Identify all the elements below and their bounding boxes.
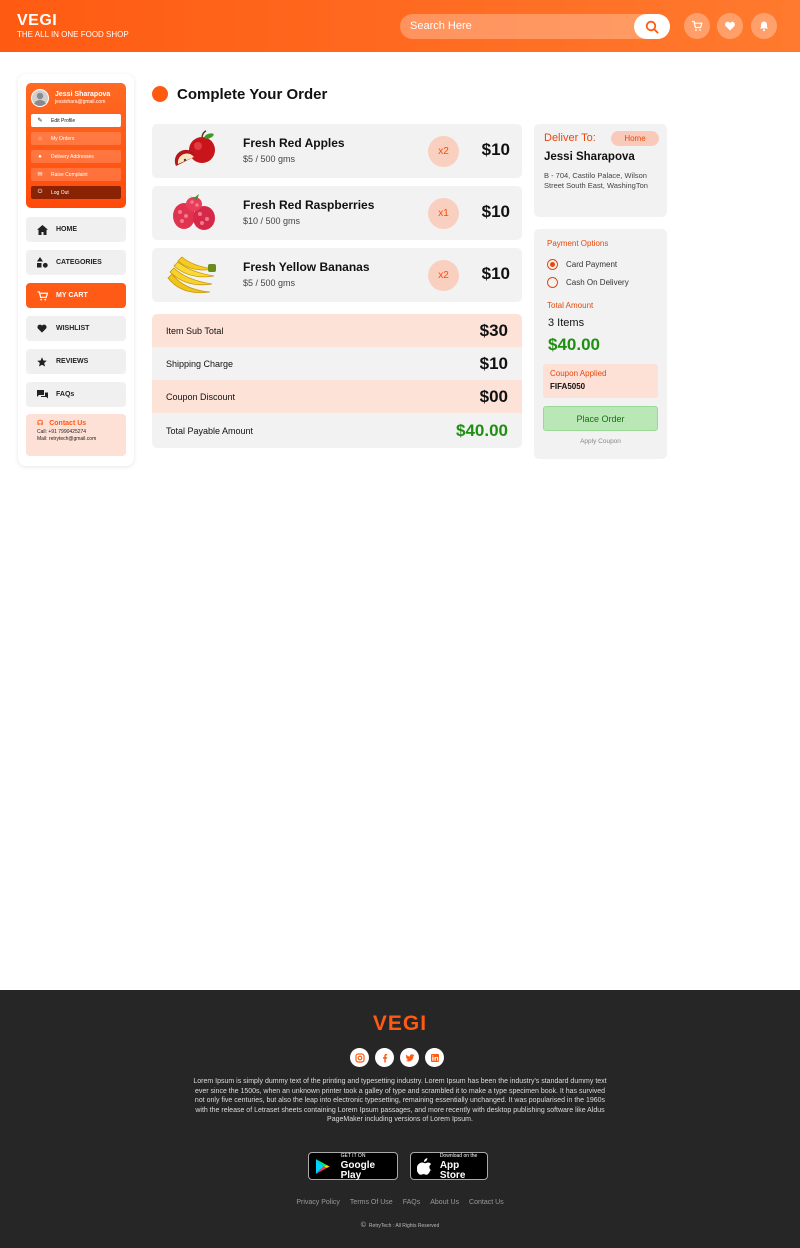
profile-menu-raise-complaint[interactable] xyxy=(31,168,121,181)
profile-menu-log-out[interactable] xyxy=(31,186,121,199)
twitter-icon[interactable] xyxy=(400,1048,419,1067)
footer-link-contact-us[interactable]: Contact Us xyxy=(469,1199,504,1206)
copyright-text: RetryTech : All Rights Reserved xyxy=(368,1222,440,1229)
bell-icon xyxy=(758,20,770,32)
title-dot xyxy=(152,86,168,102)
search-icon xyxy=(645,20,659,34)
apply-coupon-link[interactable]: Apply Coupon xyxy=(580,438,621,445)
footer-description: Lorem Ipsum is simply dummy text of the printing and typesetting industry. Lorem Ipsum has been the industry's standard dummy text ever since the 1500s, when an unknown printer took a galley of type and scrambled it to make a type specimen book. It has survived not only five centuries, but also the leap into electronic typesetting, remaining essentially unchanged. It was popularised in the 1960s with the release of Letraset sheets containing Lorem Ipsum passages, and more recently with desktop publishing software like Aldus PageMaker including versions of Lorem Ipsum. xyxy=(193,1078,607,1123)
delivery-name: Jessi Sharapova xyxy=(544,151,635,163)
categories-icon xyxy=(36,257,48,268)
nav-item-label: FAQs xyxy=(56,391,75,398)
payment-card xyxy=(534,229,667,459)
nav-item-label: WISHLIST xyxy=(56,325,90,332)
profile-menu-my-orders[interactable] xyxy=(31,132,121,145)
google-play-icon xyxy=(315,1158,331,1175)
profile-menu-label: Log Out xyxy=(51,189,69,196)
summary-value: $10 xyxy=(479,353,508,373)
contact-card xyxy=(26,414,126,456)
nav-item-faqs[interactable] xyxy=(26,382,126,407)
cart-icon xyxy=(36,291,48,301)
summary-total-value: $40.00 xyxy=(456,420,508,440)
footer-link-terms-of-use[interactable]: Terms Of Use xyxy=(349,1199,393,1206)
profile-menu-edit-profile[interactable] xyxy=(31,114,121,127)
power-icon: ⏻ xyxy=(37,189,43,195)
cart-button[interactable] xyxy=(684,13,710,39)
page-title: Complete Your Order xyxy=(177,86,328,103)
profile-menu-delivery-addresses[interactable] xyxy=(31,150,121,163)
google-play-button[interactable] xyxy=(308,1152,398,1180)
coupon-applied-box xyxy=(543,364,658,398)
avatar[interactable] xyxy=(31,89,49,107)
nav-item-label: REVIEWS xyxy=(56,358,89,365)
complaint-icon: ✉ xyxy=(37,172,43,178)
search-placeholder: Search Here xyxy=(410,20,472,32)
apple-image xyxy=(162,130,228,172)
item-name: Fresh Red Raspberries xyxy=(243,198,375,212)
card-payment-radio[interactable] xyxy=(547,259,558,270)
contact-title-row xyxy=(37,419,121,427)
profile-menu-label: Raise Complaint xyxy=(51,171,88,178)
payment-options-title: Payment Options xyxy=(547,239,609,248)
summary-value: $00 xyxy=(479,386,508,406)
coupon-title: Coupon Applied xyxy=(550,369,607,378)
brand-logo[interactable]: VEGI xyxy=(17,12,58,29)
contact-phone: Call: +91 7990425274 xyxy=(37,429,87,435)
footer-link-about-us[interactable]: About Us xyxy=(430,1199,460,1206)
google-play-text xyxy=(341,1151,397,1181)
facebook-icon[interactable] xyxy=(375,1048,394,1067)
cart-item xyxy=(152,248,522,302)
nav-item-reviews[interactable] xyxy=(26,349,126,374)
cash-on-delivery-radio[interactable] xyxy=(547,277,558,288)
location-pin-icon: ● xyxy=(38,153,42,160)
app-store-button[interactable] xyxy=(410,1152,488,1180)
profile-menu-label: My Orders xyxy=(51,135,75,142)
items-count: 3 Items xyxy=(548,317,585,329)
summary-label: Total Payable Amount xyxy=(166,425,254,436)
card-payment-label[interactable]: Card Payment xyxy=(566,260,618,269)
instagram-icon[interactable] xyxy=(350,1048,369,1067)
copyright-icon: © xyxy=(360,1222,366,1229)
apple-icon xyxy=(417,1158,432,1175)
social-links xyxy=(350,1048,444,1067)
total-amount-title: Total Amount xyxy=(547,301,594,310)
total-amount-value: $40.00 xyxy=(548,335,600,354)
search-button[interactable] xyxy=(634,14,670,39)
footer-links xyxy=(0,1199,800,1206)
item-price: $10 xyxy=(481,140,510,159)
profile-name: Jessi Sharapova xyxy=(55,91,111,98)
contact-email: Mail: retrytech@gmail.com xyxy=(37,436,97,442)
footer-link-faqs[interactable]: FAQs xyxy=(402,1199,421,1206)
footer xyxy=(0,990,800,1248)
item-quantity[interactable]: x2 xyxy=(428,136,459,167)
headset-icon: ☊ xyxy=(37,420,44,427)
star-icon xyxy=(36,357,48,367)
cart-item xyxy=(152,124,522,178)
chat-icon xyxy=(36,390,48,400)
nav-item-label: MY CART xyxy=(56,292,88,299)
item-price: $10 xyxy=(481,202,510,221)
basket-icon: ⌂ xyxy=(38,135,42,142)
google-play-big-text: Google Play xyxy=(340,1160,376,1181)
item-quantity[interactable]: x1 xyxy=(428,198,459,229)
address-type-badge[interactable]: Home xyxy=(611,131,659,146)
copyright xyxy=(0,1222,800,1229)
contact-title: Contact Us xyxy=(49,419,87,427)
app-store-small-text: Download on the xyxy=(439,1153,478,1159)
footer-link-privacy-policy[interactable]: Privacy Policy xyxy=(296,1199,340,1206)
item-unit-price: $5 / 500 gms xyxy=(243,154,296,164)
summary-row-coupon xyxy=(152,380,522,413)
summary-row-total xyxy=(152,413,522,448)
user-avatar-icon xyxy=(32,90,48,106)
item-name: Fresh Yellow Bananas xyxy=(243,260,370,274)
summary-value: $30 xyxy=(479,320,508,340)
footer-logo[interactable]: VEGI xyxy=(372,1012,428,1035)
item-unit-price: $10 / 500 gms xyxy=(243,216,301,226)
pencil-icon: ✎ xyxy=(37,118,43,124)
top-header xyxy=(0,0,800,52)
item-unit-price: $5 / 500 gms xyxy=(243,278,296,288)
nav-item-categories[interactable] xyxy=(26,250,126,275)
item-price: $10 xyxy=(481,264,510,283)
profile-card xyxy=(26,83,126,208)
app-store-big-text: App Store xyxy=(439,1160,466,1181)
nav-item-label: CATEGORIES xyxy=(56,259,102,266)
nav-item-label: HOME xyxy=(56,226,77,233)
cart-item xyxy=(152,186,522,240)
brand-tagline: THE ALL IN ONE FOOD SHOP xyxy=(17,30,129,39)
summary-label: Shipping Charge xyxy=(166,358,234,369)
summary-label: Coupon Discount xyxy=(166,391,236,402)
cart-icon xyxy=(691,20,703,32)
profile-email: jessishara@gmail.com xyxy=(55,99,106,105)
summary-label: Item Sub Total xyxy=(166,325,224,336)
google-play-small-text: GET IT ON xyxy=(340,1153,366,1159)
home-icon xyxy=(36,225,48,235)
profile-menu-label: Delivery Addresses xyxy=(51,153,94,160)
nav-item-wishlist[interactable] xyxy=(26,316,126,341)
linkedin-icon[interactable] xyxy=(425,1048,444,1067)
banana-image xyxy=(162,254,228,296)
raspberry-image xyxy=(162,192,228,234)
heart-icon xyxy=(724,20,736,32)
cash-on-delivery-label[interactable]: Cash On Delivery xyxy=(566,278,629,287)
delivery-address: B - 704, Castilo Palace, Wilson Street South East, WashingTon xyxy=(544,171,648,190)
profile-menu-label: Edit Profile xyxy=(51,117,76,124)
item-quantity[interactable]: x2 xyxy=(428,260,459,291)
delivery-card xyxy=(534,124,667,217)
app-store-text xyxy=(440,1151,487,1181)
wishlist-button[interactable] xyxy=(717,13,743,39)
notifications-button[interactable] xyxy=(751,13,777,39)
deliver-to-label: Deliver To: xyxy=(544,132,596,144)
coupon-code: FIFA5050 xyxy=(550,382,586,391)
sidebar xyxy=(18,74,134,466)
search-input[interactable] xyxy=(400,14,670,39)
item-name: Fresh Red Apples xyxy=(243,136,345,150)
place-order-button[interactable]: Place Order xyxy=(543,406,658,431)
nav-item-my-cart[interactable] xyxy=(26,283,126,308)
heart-icon xyxy=(36,324,48,333)
summary-row-shipping xyxy=(152,347,522,380)
nav-item-home[interactable] xyxy=(26,217,126,242)
summary-row-subtotal xyxy=(152,314,522,347)
